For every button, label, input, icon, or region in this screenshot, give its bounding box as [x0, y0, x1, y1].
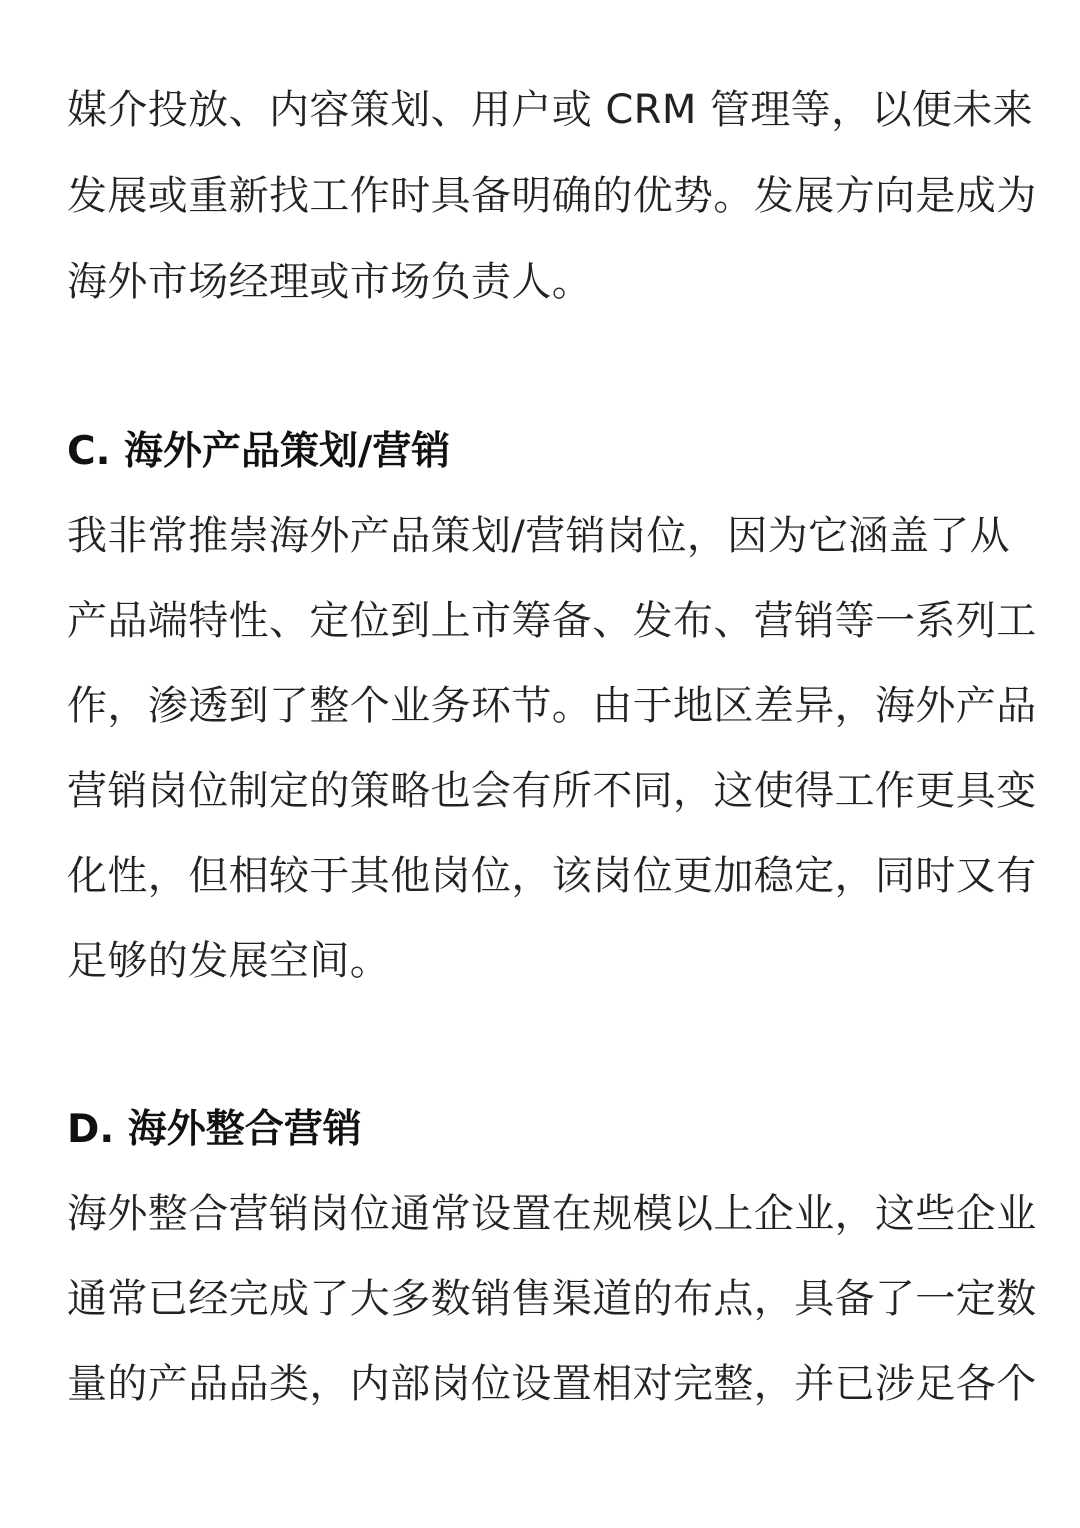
section-d-line-1: 海外整合营销岗位通常设置在规模以上企业，这些企业	[67, 1191, 1037, 1237]
section-c-line-5: 化性，但相较于其他岗位，该岗位更加稳定，同时又有	[67, 853, 1037, 899]
section-c-line-6: 足够的发展空间。	[67, 938, 391, 984]
section-d-line-3: 量的产品品类，内部岗位设置相对完整，并已涉足各个	[67, 1361, 1037, 1407]
section-c-heading: C. 海外产品策划/营销	[67, 429, 451, 474]
intro-line-1: 媒介投放、内容策划、用户或 CRM 管理等，以便未来	[67, 87, 1034, 133]
section-d-line-2: 通常已经完成了大多数销售渠道的布点，具备了一定数	[67, 1276, 1037, 1322]
section-c-line-4: 营销岗位制定的策略也会有所不同，这使得工作更具变	[67, 768, 1037, 814]
intro-line-3: 海外市场经理或市场负责人。	[67, 259, 593, 305]
section-c-line-1: 我非常推崇海外产品策划/营销岗位，因为它涵盖了从	[67, 513, 1011, 559]
intro-line-2: 发展或重新找工作时具备明确的优势。发展方向是成为	[67, 173, 1037, 219]
section-d-heading: D. 海外整合营销	[67, 1107, 362, 1152]
section-c-line-2: 产品端特性、定位到上市筹备、发布、营销等一系列工	[67, 598, 1037, 644]
section-c-line-3: 作，渗透到了整个业务环节。由于地区差异，海外产品	[67, 683, 1037, 729]
